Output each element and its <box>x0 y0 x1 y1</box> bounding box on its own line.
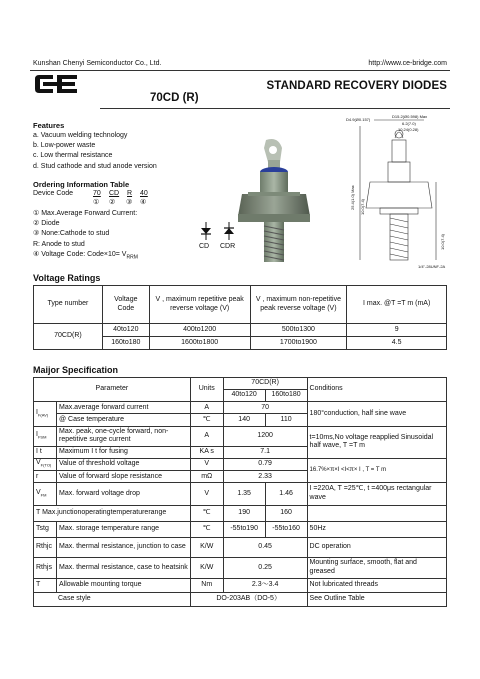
vr-header-code: Voltage Code <box>102 286 149 324</box>
feature-item: b. Low-power waste <box>33 142 96 150</box>
ordering-item: ③ None:Cathode to stud <box>33 230 110 238</box>
major-spec-heading: Maijor Specification <box>33 365 119 375</box>
website-link[interactable]: http://www.ce-bridge.com <box>368 60 447 67</box>
feature-item: d. Stud cathode and stud anode version <box>33 162 157 170</box>
features-list <box>33 131 157 172</box>
spec-desc: Value of threshold voltage <box>56 459 190 471</box>
vr-cell: 1700to1900 <box>250 337 347 350</box>
spec-val: 110 <box>265 414 307 426</box>
code-circle: ① <box>93 199 100 206</box>
ordering-item: ① Max.Average Forward Current: <box>33 210 138 217</box>
spec-val: 2.33 <box>223 471 307 483</box>
ordering-list <box>33 209 138 262</box>
spec-cond: Mounting surface, smooth, flat and greased <box>307 558 446 578</box>
spec-val: 0.45 <box>223 538 307 558</box>
spec-sym: r <box>34 471 57 483</box>
spec-cond: DC operation <box>307 538 446 558</box>
vr-header-irrm: I max. @T =T m (mA) <box>347 286 447 324</box>
spec-sym: $I_{FSM}$ <box>34 426 57 446</box>
spec-unit: V <box>190 483 223 505</box>
spec-cond: 50Hz <box>307 521 446 537</box>
spec-sym: Rthjc <box>34 538 57 558</box>
spec-header-param: Parameter <box>34 378 191 402</box>
spec-sym: $V_{F(TO)}$ <box>34 459 57 471</box>
spec-header-cond: Conditions <box>307 378 446 402</box>
spec-sym: $V_{FM}$ <box>34 483 57 505</box>
code-part: 40 <box>140 190 148 197</box>
spec-val: 160 <box>265 505 307 521</box>
spec-val: 70 <box>223 402 307 414</box>
spec-unit: ℃ <box>190 414 223 426</box>
spec-unit: A <box>190 426 223 446</box>
spec-unit: KA s <box>190 446 223 458</box>
spec-val: 1200 <box>223 426 307 446</box>
spec-sym: Tstg <box>34 521 57 537</box>
major-spec-table <box>33 377 447 607</box>
ordering-item: ④ Voltage Code: Code×10= $V_{RRM}$ <box>33 250 138 261</box>
spec-val: 140 <box>223 414 265 426</box>
dim-label: 10.0(7.4) <box>440 233 445 250</box>
title-rule <box>100 108 450 109</box>
spec-cond: 180°conduction, half sine wave <box>307 402 446 426</box>
header-rule <box>30 70 450 71</box>
spec-header-b: 160to180 <box>265 390 307 402</box>
code-part: 70 <box>93 190 101 197</box>
features-heading: Features <box>33 121 65 130</box>
spec-desc: Max. peak, one-cycle forward, non-repetitive surge current <box>56 426 190 446</box>
device-code-label: Device Code <box>33 190 74 197</box>
dim-label: 6.2(7.0) <box>402 121 416 126</box>
dim-label: D4.9(Ø0.157) <box>346 117 371 122</box>
feature-item: c. Low thermal resistance <box>33 152 113 160</box>
spec-desc: Maximum I t for fusing <box>56 446 190 458</box>
dim-label: D15.2(Ø0.598) Max <box>392 114 428 119</box>
dim-label: 10.24(0.28) <box>398 127 419 132</box>
code-circle: ② <box>109 199 116 206</box>
code-circle: ④ <box>140 199 147 206</box>
ordering-item: R: Anode to stud <box>33 240 85 248</box>
spec-val: 0.25 <box>223 558 307 578</box>
spec-header-units: Units <box>190 378 223 402</box>
spec-sym: T <box>34 578 57 592</box>
ordering-item: ② Diode <box>33 220 60 228</box>
spec-desc: Max. forward voltage drop <box>56 483 190 505</box>
product-title: STANDARD RECOVERY DIODES <box>266 80 447 92</box>
diode-device-icon <box>222 138 324 270</box>
spec-cond: I =220A, T =25℃, t =400μs rectangular wave <box>307 483 446 505</box>
code-circle: ③ <box>126 199 133 206</box>
spec-header-group: 70CD(R) <box>223 378 307 390</box>
code-part: CD <box>109 190 120 197</box>
vr-header-type: Type number <box>34 286 103 324</box>
vr-cell: 500to1300 <box>250 324 347 337</box>
spec-val: 1.46 <box>265 483 307 505</box>
spec-header-a: 40to120 <box>223 390 265 402</box>
voltage-ratings-heading: Voltage Ratings <box>33 273 101 283</box>
spec-val: 1.35 <box>223 483 265 505</box>
feature-item: a. Vacuum welding technology <box>33 132 128 139</box>
vr-header-vrsm: V , maximum non-repetitive peak reverse voltage (V) <box>250 286 347 324</box>
vr-cell: 9 <box>347 324 447 337</box>
spec-cond <box>307 505 446 521</box>
model-number: 70CD (R) <box>150 92 199 104</box>
vr-cell: 4.5 <box>347 337 447 350</box>
spec-desc: T Max.junctionoperatingtemperaturerange <box>34 505 191 521</box>
vr-cell: 160to180 <box>102 337 149 350</box>
spec-desc: Allowable mounting torque <box>56 578 190 592</box>
spec-sym: $I_{F(AV)}$ <box>34 402 57 426</box>
vr-cell: 1600to1800 <box>149 337 250 350</box>
spec-val: DO-203AB（DO-5） <box>190 592 307 606</box>
diode-cdr-symbol-icon <box>222 222 236 240</box>
outline-drawing <box>340 112 450 272</box>
voltage-ratings-table <box>33 285 447 350</box>
dim-label: 25.4(1.0) Max <box>350 185 355 210</box>
spec-sym: I t <box>34 446 57 458</box>
spec-desc: Case style <box>34 592 191 606</box>
vrrm-subscript: RRM <box>126 254 138 261</box>
spec-unit: Nm <box>190 578 223 592</box>
spec-unit: ℃ <box>190 505 223 521</box>
code-part: R <box>127 190 133 197</box>
spec-val: 190 <box>223 505 265 521</box>
spec-unit: A <box>190 402 223 414</box>
spec-desc: Max. storage temperature range <box>56 521 190 537</box>
spec-cond: See Outline Table <box>307 592 446 606</box>
spec-unit: mΩ <box>190 471 223 483</box>
spec-desc: @ Case temperature <box>56 414 190 426</box>
spec-cond: Not lubricated threads <box>307 578 446 592</box>
cdr-label: CDR <box>220 243 236 250</box>
spec-sym: Rthjs <box>34 558 57 578</box>
cd-label: CD <box>199 243 210 250</box>
spec-cond: 16.7%×π×I <I<π× I , T = T m <box>307 459 446 483</box>
spec-desc: Max. thermal resistance, junction to case <box>56 538 190 558</box>
spec-val: -55to160 <box>265 521 307 537</box>
ordering-heading: Ordering Information Table <box>33 180 130 189</box>
vr-cell: 400to1200 <box>149 324 250 337</box>
spec-unit: K/W <box>190 538 223 558</box>
ce-logo-icon <box>33 72 79 96</box>
spec-unit: V <box>190 459 223 471</box>
spec-desc: Value of forward slope resistance <box>56 471 190 483</box>
vr-type-cell: 70CD(R) <box>34 324 103 350</box>
company-name: Kunshan Chenyi Semiconductor Co., Ltd. <box>33 60 162 67</box>
dim-label: 1/4"-28UNF-2A <box>418 264 446 269</box>
dim-label: 10.0(7.4) <box>360 198 365 215</box>
spec-desc: Max. thermal resistance, case to heatsink <box>56 558 190 578</box>
spec-val: 0.79 <box>223 459 307 471</box>
spec-val: 7.1 <box>223 446 307 458</box>
spec-unit: ℃ <box>190 521 223 537</box>
diode-cd-symbol-icon <box>199 222 213 240</box>
spec-cond: t=10ms,No voltage reapplied Sinusoidal half wave, T =T m <box>307 426 446 458</box>
spec-desc: Max.average forward current <box>56 402 190 414</box>
vr-cell: 40to120 <box>102 324 149 337</box>
spec-val: -55to190 <box>223 521 265 537</box>
spec-val: 2.3～3.4 <box>223 578 307 592</box>
spec-unit: K/W <box>190 558 223 578</box>
vr-header-vrrm: V , maximum repetitive peak reverse voltage (V) <box>149 286 250 324</box>
